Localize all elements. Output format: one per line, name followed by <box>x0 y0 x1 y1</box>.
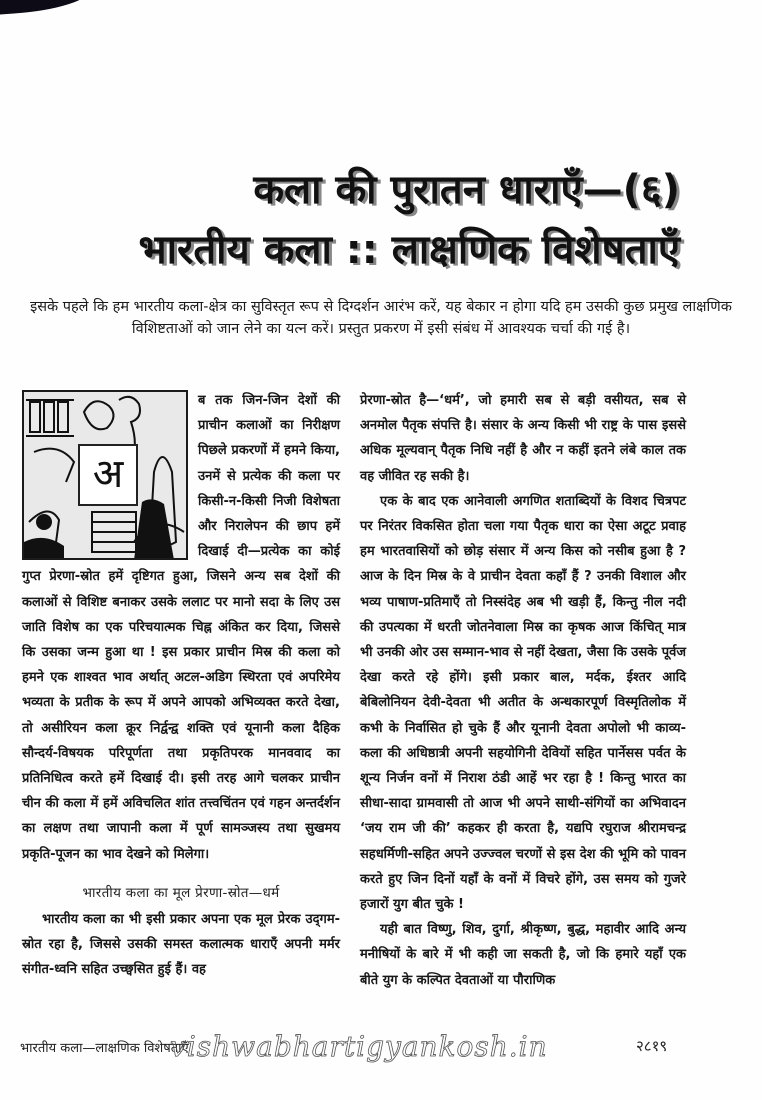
section-subheading: भारतीय कला का मूल प्रेरणा-स्रोत—धर्म <box>82 884 280 901</box>
left-para-1 <box>22 388 340 867</box>
watermark: vishwabhartigyankosh.in <box>170 1030 548 1063</box>
footer-running-title: भारतीय कला—लाक्षणिक विशेषताएँ <box>20 1041 189 1056</box>
page-number: २८१९ <box>636 1037 668 1055</box>
right-para-2: एक के बाद एक आनेवाली अगणित शताब्दियों के विशद चित्रपट पर निरंतर विकसित होता चला गया पैतृक धारा का ऐसा अटूट प्रवाह हम भारतवासियों को छोड़ संसार में अन्य किस को नसीब हुआ है ? आज के दिन मिस्र के वे प्राचीन देवता कहाँ हैं ? उनकी विशाल और भव्य पाषाण-प्रतिमाएँ तो निस्संदेह अब भी खड़ी हैं, किन्तु नील नदी की उपत्यका में धरती जोतनेवाला मिस्र का कृषक आज किंचित् मात्र भी उनकी ओर उस सम्मान-भाव से नहीं देखता, जैसा कि उसके पूर्वज देखा करते रहे होंगे। इसी प्रकार बाल, मर्दक, ईश्तर आदि बेबिलोनियन देवी-देवता भी अतीत के अन्धकारपूर्ण विस्मृतिलोक में कभी के निर्वासित हो चुके हैं और यूनानी देवता अपोलो भी काव्य-कला की अधिष्ठात्री अपनी सहयोगिनी देवियों सहित पार्नेसस पर्वत के शून्य निर्जन वनों में निराश ठंडी आहें भर रहा है ! किन्तु भारत का सीधा-सादा ग्रामवासी तो आज भी अपने साथी-संगियों का अभिवादन ‘जय राम जी की’ कहकर ही करता है, यद्यपि रघुराज श्रीरामचन्द्र सहधर्मिणी-सहित अपने उज्ज्वल चरणों से इस देश की भूमि को पावन करते हुए जिन दिनों यहाँ के वनों में विचरे होंगे, उस समय को गुजरे हजारों युग बीत चुके ! <box>360 493 686 913</box>
right-para-1: प्रेरणा-स्रोत है—‘धर्म’, जो हमारी सब से बड़ी वसीयत, सब से अनमोल पैतृक संपत्ति है। संसार के अन्य किसी भी राष्ट्र के पास इससे अधिक मूल्यवान् पैतृक निधि नहीं है और न कहीं इतने लंबे काल तक वह जीवित रह सकी है। <box>360 393 686 484</box>
left-para-1-text: ब तक जिन-जिन देशों की प्राचीन कलाओं का निरीक्षण पिछले प्रकरणों में हमने किया, उनमें से प्रत्येक की कला पर किसी-न-किसी निजी विशेषता और निरालेपन की छाप हमें दिखाई दी—प्रत्येक का कोई गुप्त प्रेरणा-स्रोत हमें दृष्टिगत हुआ, जिसने अन्य सब देशों की कलाओं से विशिष्ट बनाकर उसके ललाट पर मानो सदा के लिए उस जाति विशेष का एक परिचयात्मक चिह्न अंकित कर दिया, जिससे कि उसका जन्म हुआ था ! इस प्रकार प्राचीन मिस्र की कला को हमने एक शाश्वत भाव अर्थात् अटल-अडिग स्थिरता एवं अपरिमेय भव्यता के प्रतीक के रूप में अपने आपको अभिव्यक्त करते देखा, तो असीरियन कला क्रूर निर्द्वन्द्व शक्ति एवं यूनानी कला दैहिक सौन्दर्य-विषयक परिपूर्णता तथा प्रकृतिपरक मानववाद का प्रतिनिधित्व करते हमें दिखाई दी। इसी तरह आगे चलकर प्राचीन चीन की कला में हमें अविचलित शांत तत्त्वचिंतन एवं गहन अन्तर्दर्शन का लक्षण तथा जापानी कला में पूर्ण सामञ्जस्य तथा सुखमय प्रकृति-पूजन का भाव देखने को मिलेगा। <box>22 393 340 862</box>
right-para-3: यही बात विष्णु, शिव, दुर्गा, श्रीकृष्ण, बुद्ध, महावीर आदि अन्य मनीषियों के बारे में भी कही जा सकती है, जो कि हमारे यहाँ एक बीते युग के कल्पित देवताओं या पौराणिक <box>360 922 686 988</box>
title-line-2: भारतीय कला :: लाक्षणिक विशेषताएँ <box>138 227 680 273</box>
intro-paragraph: इसके पहले कि हम भारतीय कला-क्षेत्र का सुविस्तृत रूप से दिग्दर्शन आरंभ करें, यह बेकार न होगा यदि हम उसकी कुछ प्रमुख लाक्षणिक विशिष्टताओं को जान लेने का यत्न करें। प्रस्तुत प्रकरण में इसी संबंध में आवश्यक चर्चा की गई है। <box>30 299 732 337</box>
left-column <box>22 388 340 982</box>
scan-corner-shadow <box>0 0 91 16</box>
dropcap-illustration <box>22 390 188 560</box>
title-line-1: कला की पुरातन धाराएँ—(६) <box>253 167 680 213</box>
left-para-2: भारतीय कला का भी इसी प्रकार अपना एक मूल प्रेरक उद्‌गम-स्रोत रहा है, जिससे उसकी समस्त कलात्मक धाराएँ अपनी मर्मर संगीत-ध्वनि सहित उच्छ्वसित हुई हैं। वह <box>22 911 340 978</box>
right-column <box>360 388 686 993</box>
dropcap-letter: अ <box>78 444 138 506</box>
